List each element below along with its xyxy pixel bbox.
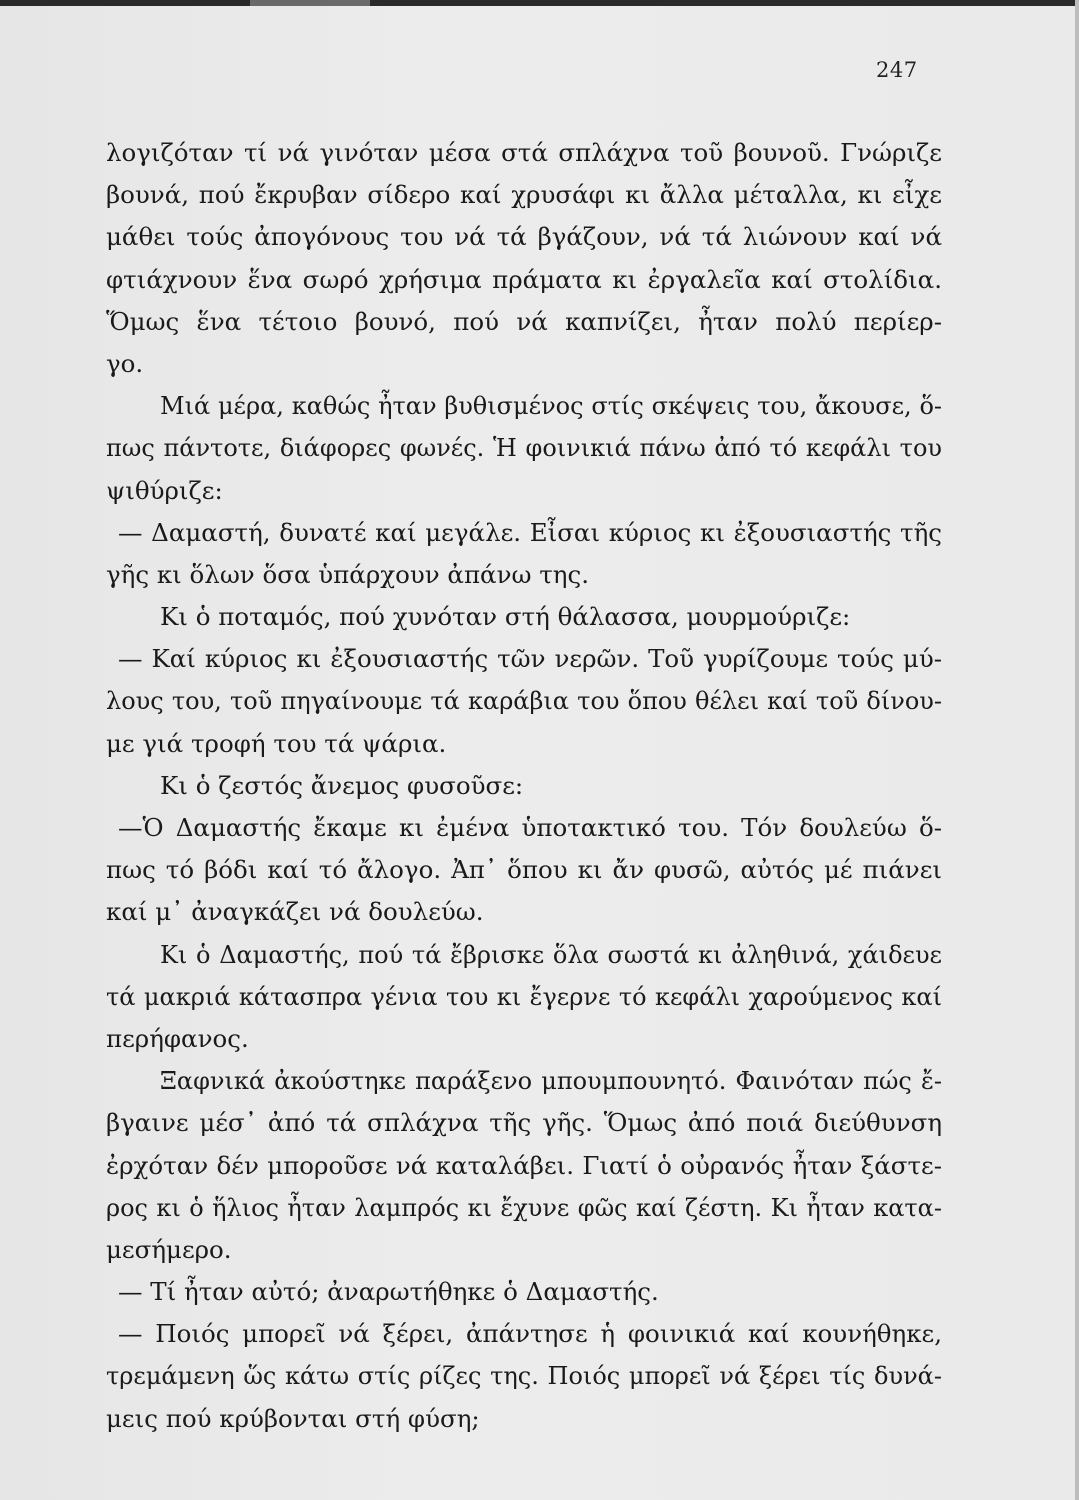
- text-line: μεις πού κρύβονται στή φύση;: [106, 1403, 480, 1433]
- page-right-edge: [1075, 0, 1079, 1500]
- text-line: τά μακριά κάτασπρα γένια του κι ἔγερνε τό κεφάλι χαρούμενος καί: [106, 982, 942, 1011]
- text-line: γο.: [106, 348, 144, 378]
- text-line: μάθει τούς ἀπογόνους του νά τά βγάζουν, νά τά λιώνουν καί νά: [106, 222, 942, 252]
- text-line: Κι ὁ ζεστός ἄνεμος φυσοῦσε:: [160, 770, 524, 800]
- dialogue-line: — Δαμαστή, δυνατέ καί μεγάλε. Εἶσαι κύριος κι ἐξουσιαστής τῆς: [118, 517, 942, 547]
- page-number: 247: [876, 58, 918, 82]
- dialogue-line: —Ὁ Δαμαστής ἔκαμε κι ἐμένα ὑποτακτικό του. Τόν δουλεύω ὅ-: [118, 813, 942, 842]
- text-line: Μιά μέρα, καθώς ἦταν βυθισμένος στίς σκέψεις του, ἄκουσε, ὅ-: [160, 392, 942, 421]
- text-line: Κι ὁ ποταμός, πού χυνόταν στή θάλασσα, μουρμούριζε:: [160, 602, 851, 632]
- text-line: περήφανος.: [106, 1023, 249, 1053]
- text-line: βγαινε μέσ᾿ ἀπό τά σπλάχνα τῆς γῆς. Ὅμως ἀπό ποιά διεύθυνση: [106, 1108, 942, 1138]
- text-line: καί μ᾿ ἀναγκάζει νά δουλεύω.: [106, 897, 484, 927]
- text-line: φτιάχνουν ἕνα σωρό χρήσιμα πράματα κι ἐργαλεῖα καί στολίδια.: [106, 264, 942, 294]
- dialogue-line: — Ποιός μπορεῖ νά ξέρει, ἀπάντησε ἡ φοινικιά καί κουνήθηκε,: [118, 1319, 942, 1349]
- text-line: γῆς κι ὅλων ὅσα ὑπάρχουν ἀπάνω της.: [106, 559, 589, 589]
- text-line: λους του, τοῦ πηγαίνουμε τά καράβια του ὅπου θέλει καί τοῦ δίνου-: [106, 687, 942, 716]
- scan-top-edge: [0, 0, 1079, 6]
- text-line: πως τό βόδι καί τό ἄλογο. Ἀπ᾿ ὅπου κι ἄν φυσῶ, αὐτός μέ πιάνει: [106, 855, 942, 885]
- text-line: τρεμάμενη ὥς κάτω στίς ρίζες της. Ποιός μπορεῖ νά ξέρει τίς δυνά-: [106, 1362, 942, 1391]
- dialogue-line: — Καί κύριος κι ἐξουσιαστής τῶν νερῶν. Τοῦ γυρίζουμε τούς μύ-: [118, 644, 942, 674]
- text-line: Κι ὁ Δαμαστής, πού τά ἔβρισκε ὅλα σωστά κι ἀληθινά, χάιδευε: [160, 940, 942, 969]
- text-line: βουνά, πού ἔκρυβαν σίδερο καί χρυσάφι κι ἄλλα μέταλλα, κι εἶχε: [106, 180, 942, 210]
- scan-top-edge-highlight: [250, 0, 370, 6]
- text-line: λογιζόταν τί νά γινόταν μέσα στά σπλάχνα τοῦ βουνοῦ. Γνώριζε: [106, 138, 942, 167]
- text-line: με γιά τροφή του τά ψάρια.: [106, 728, 447, 758]
- text-line: ἐρχόταν δέν μποροῦσε νά καταλάβει. Γιατί ὁ οὐρανός ἦταν ξάστε-: [106, 1150, 942, 1180]
- body-text: [106, 132, 942, 1440]
- text-line: Ὅμως ἕνα τέτοιο βουνό, πού νά καπνίζει, ἦταν πολύ περίερ-: [106, 306, 942, 336]
- text-line: πως πάντοτε, διάφορες φωνές. Ἡ φοινικιά πάνω ἀπό τό κεφάλι του: [106, 434, 942, 463]
- text-line: ρος κι ὁ ἥλιος ἦταν λαμπρός κι ἔχυνε φῶς καί ζέστη. Κι ἦταν κατα-: [106, 1193, 942, 1222]
- text-line: ψιθύριζε:: [106, 475, 223, 505]
- text-line: Ξαφνικά ἀκούστηκε παράξενο μπουμπουνητό. Φαινόταν πώς ἔ-: [160, 1067, 942, 1096]
- text-line: μεσήμερο.: [106, 1234, 232, 1264]
- dialogue-line: — Τί ἦταν αὐτό; ἀναρωτήθηκε ὁ Δαμαστής.: [118, 1277, 659, 1307]
